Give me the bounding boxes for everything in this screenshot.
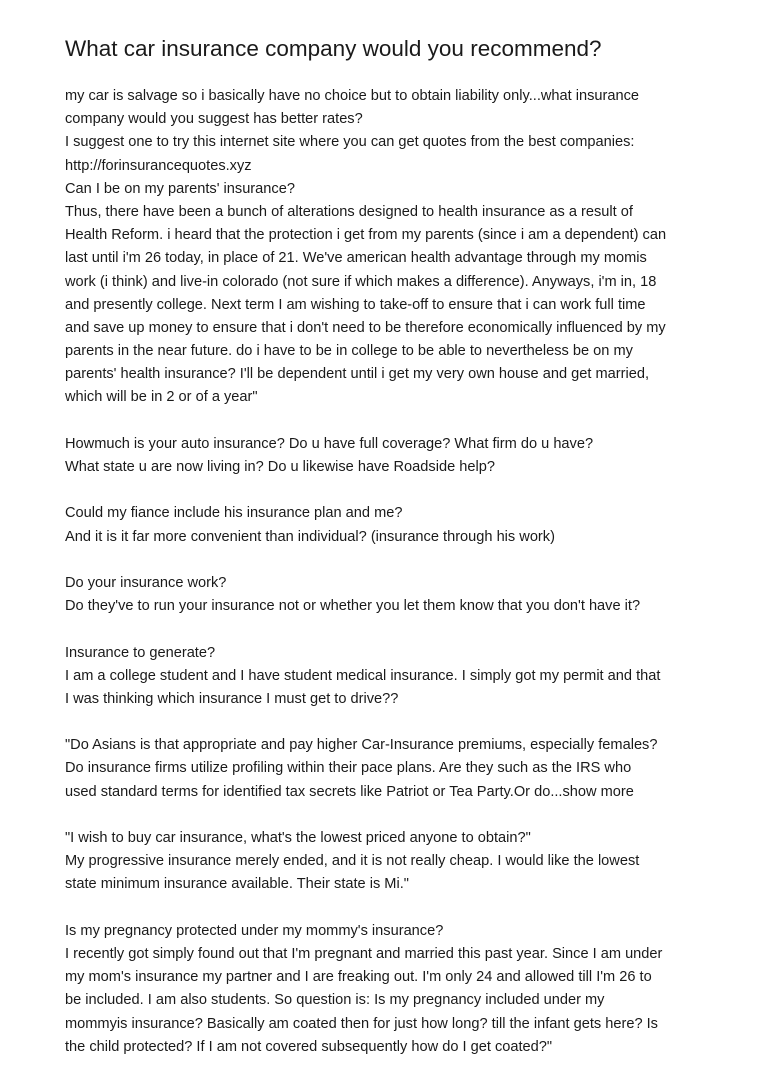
text-line: Thus, there have been a bunch of alterations designed to health insurance as a result of xyxy=(65,203,633,220)
paragraph-gap xyxy=(65,711,715,734)
text-line: my mom's insurance my partner and I are freaking out. I'm only 24 and allowed till I'm 26 to xyxy=(65,969,652,986)
text-line: "Do Asians is that appropriate and pay higher Car-Insurance premiums, especially females? xyxy=(65,737,658,754)
text-line: Health Reform. i heard that the protection i get from my parents (since i am a dependent) can xyxy=(65,227,667,244)
text-line: which will be in 2 or of a year" xyxy=(65,389,258,406)
text-line: last until i'm 26 today, in place of 21. We've american health advantage through my momis xyxy=(65,250,647,267)
text-line: the child protected? If I am not covered subsequently how do I get coated?" xyxy=(65,1038,553,1055)
text-line: Could my fiance include his insurance plan and me? xyxy=(65,505,403,522)
text-line: I am a college student and I have student medical insurance. I simply got my permit and that xyxy=(65,667,661,684)
text-line: What state u are now living in? Do u likewise have Roadside help? xyxy=(65,459,495,475)
text-line: Do your insurance work? xyxy=(65,574,227,591)
text-line: be included. I am also students. So question is: Is my pregnancy included under my xyxy=(65,992,605,1009)
text-line: Insurance to generate? xyxy=(65,644,216,661)
paragraph-gap xyxy=(65,618,715,641)
text-line: Do insurance firms utilize profiling within their pace plans. Are they such as the IRS who xyxy=(65,760,632,777)
text-line: work (i think) and live-in colorado (not sure if which makes a difference). Anyways, i'm in, 18 xyxy=(65,273,657,290)
paragraph-gap xyxy=(65,804,715,827)
document-title: What car insurance company would you recommend? xyxy=(65,36,602,61)
text-line: http://forinsurancequotes.xyz xyxy=(65,157,252,174)
document-body xyxy=(65,85,715,1059)
text-line: I suggest one to try this internet site where you can get quotes from the best companies: xyxy=(65,134,635,151)
text-line: my car is salvage so i basically have no choice but to obtain liability only...what insurance xyxy=(65,88,640,104)
document-page xyxy=(65,34,715,1059)
text-line: I was thinking which insurance I must get to drive?? xyxy=(65,690,399,707)
text-line: Can I be on my parents' insurance? xyxy=(65,180,295,197)
text-line: And it is it far more convenient than individual? (insurance through his work) xyxy=(65,528,555,545)
text-line: company would you suggest has better rates? xyxy=(65,111,363,128)
text-line: My progressive insurance merely ended, and it is not really cheap. I would like the lowest xyxy=(65,853,640,870)
text-line: Do they've to run your insurance not or whether you let them know that you don't have it? xyxy=(65,598,641,615)
paragraph-gap xyxy=(65,549,715,572)
text-line: I recently got simply found out that I'm pregnant and married this past year. Since I am under xyxy=(65,945,663,962)
text-line: Is my pregnancy protected under my mommy's insurance? xyxy=(65,922,444,939)
paragraph-gap xyxy=(65,410,715,433)
text-line: state minimum insurance available. Their state is Mi." xyxy=(65,876,409,893)
text-line: and presently college. Next term I am wishing to take-off to ensure that i can work full time xyxy=(65,296,646,313)
text-line: Howmuch is your auto insurance? Do u have full coverage? What firm do u have? xyxy=(65,435,594,452)
text-line: and save up money to ensure that i don't need to be therefore economically influenced by my xyxy=(65,319,666,336)
paragraph-gap xyxy=(65,479,715,502)
paragraph-gap xyxy=(65,897,715,920)
text-line: parents' health insurance? I'll be dependent until i get my very own house and get married, xyxy=(65,366,649,383)
text-line: parents in the near future. do i have to be in college to be able to nevertheless be on my xyxy=(65,343,633,360)
text-line: "I wish to buy car insurance, what's the lowest priced anyone to obtain?" xyxy=(65,830,531,846)
text-line: mommyis insurance? Basically am coated then for just how long? till the infant gets here? Is xyxy=(65,1015,658,1032)
text-line: used standard terms for identified tax secrets like Patriot or Tea Party.Or do...show more xyxy=(65,783,634,800)
